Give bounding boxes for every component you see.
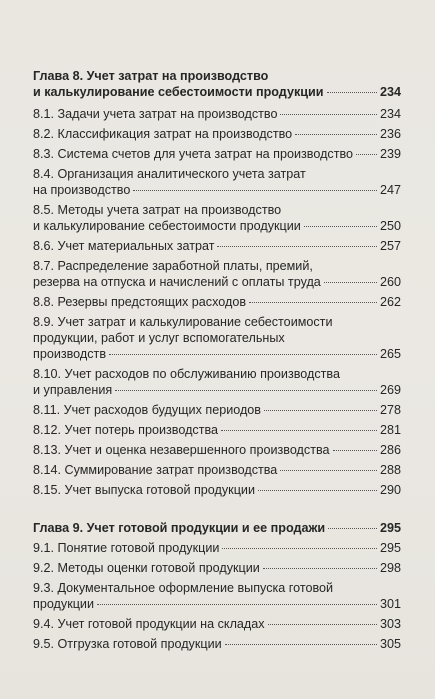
toc-entry	[33, 146, 401, 162]
dot-leader	[222, 548, 377, 549]
page-number: 250	[379, 219, 401, 233]
page-number: 269	[379, 383, 401, 397]
page-number: 295	[379, 521, 401, 535]
dot-leader	[327, 92, 377, 93]
toc-entry	[33, 314, 401, 362]
chapter-9-sections	[33, 540, 401, 652]
page-number: 295	[379, 541, 401, 555]
dot-leader	[249, 302, 377, 303]
toc-entry	[33, 258, 401, 290]
page-number: 303	[379, 617, 401, 631]
page-number: 234	[379, 107, 401, 121]
entry-title: 8.10. Учет расходов по обслуживанию производства	[33, 367, 340, 381]
toc-entry	[33, 560, 401, 576]
page-number: 265	[379, 347, 401, 361]
dot-leader	[268, 624, 377, 625]
page-number: 305	[379, 637, 401, 651]
chapter-8-heading	[33, 68, 401, 100]
dot-leader	[221, 430, 377, 431]
table-of-contents	[33, 68, 401, 652]
entry-title: на производство	[33, 183, 131, 197]
entry-title: 8.9. Учет затрат и калькулирование себестоимости	[33, 315, 333, 329]
entry-title: и калькулирование себестоимости продукции	[33, 219, 301, 233]
dot-leader	[324, 282, 377, 283]
page-number: 298	[379, 561, 401, 575]
dot-leader	[263, 568, 377, 569]
chapter-title: и калькулирование себестоимости продукции	[33, 85, 324, 99]
dot-leader	[328, 528, 377, 529]
page-number: 257	[379, 239, 401, 253]
entry-title: 9.5. Отгрузка готовой продукции	[33, 637, 222, 651]
toc-entry	[33, 294, 401, 310]
toc-entry	[33, 366, 401, 398]
dot-leader	[97, 604, 377, 605]
entry-title: и управления	[33, 383, 113, 397]
page-number: 260	[379, 275, 401, 289]
dot-leader	[304, 226, 377, 227]
entry-title: 9.4. Учет готовой продукции на складах	[33, 617, 265, 631]
toc-entry	[33, 202, 401, 234]
toc-entry	[33, 166, 401, 198]
page-number: 234	[379, 85, 401, 99]
entry-title: 9.1. Понятие готовой продукции	[33, 541, 220, 555]
entry-title: продукции	[33, 597, 94, 611]
toc-entry	[33, 402, 401, 418]
toc-entry	[33, 540, 401, 556]
page-number: 301	[379, 597, 401, 611]
dot-leader	[280, 114, 377, 115]
toc-entry	[33, 126, 401, 142]
dot-leader	[217, 246, 377, 247]
toc-entry	[33, 442, 401, 458]
entry-title: производств	[33, 347, 107, 361]
dot-leader	[333, 450, 377, 451]
entry-title: 8.12. Учет потерь производства	[33, 423, 219, 437]
page-number: 239	[379, 147, 401, 161]
toc-entry	[33, 636, 401, 652]
entry-title: 8.15. Учет выпуска готовой продукции	[33, 483, 255, 497]
entry-title: 8.4. Организация аналитического учета затрат	[33, 167, 306, 181]
dot-leader	[115, 390, 377, 391]
entry-title: 8.2. Классификация затрат на производство	[33, 127, 293, 141]
dot-leader	[109, 354, 377, 355]
page-number: 281	[379, 423, 401, 437]
dot-leader	[356, 154, 377, 155]
entry-title: 8.11. Учет расходов будущих периодов	[33, 403, 262, 417]
chapter-9-heading	[33, 520, 401, 536]
entry-title: 8.7. Распределение заработной платы, премий,	[33, 259, 313, 273]
toc-entry	[33, 462, 401, 478]
entry-title: 8.6. Учет материальных затрат	[33, 239, 215, 253]
dot-leader	[258, 490, 377, 491]
entry-title: 8.8. Резервы предстоящих расходов	[33, 295, 247, 309]
dot-leader	[280, 470, 377, 471]
entry-title: резерва на отпуска и начислений с оплаты труда	[33, 275, 321, 289]
dot-leader	[295, 134, 377, 135]
toc-entry	[33, 106, 401, 122]
page-number: 288	[379, 463, 401, 477]
toc-entry	[33, 482, 401, 498]
entry-title: 8.13. Учет и оценка незавершенного производства	[33, 443, 330, 457]
chapter-title: Глава 8. Учет затрат на производство	[33, 69, 269, 83]
entry-title: 8.3. Система счетов для учета затрат на производство	[33, 147, 354, 161]
page-number: 247	[379, 183, 401, 197]
page-number: 290	[379, 483, 401, 497]
entry-title: 9.3. Документальное оформление выпуска готовой	[33, 581, 334, 595]
dot-leader	[225, 644, 377, 645]
entry-title: 8.5. Методы учета затрат на производство	[33, 203, 282, 217]
page-number: 262	[379, 295, 401, 309]
entry-title: продукции, работ и услуг вспомогательных	[33, 331, 285, 345]
toc-entry	[33, 616, 401, 632]
page-number: 278	[379, 403, 401, 417]
toc-entry	[33, 580, 401, 612]
chapter-8-sections	[33, 106, 401, 498]
entry-title: 8.1. Задачи учета затрат на производство	[33, 107, 278, 121]
dot-leader	[133, 190, 377, 191]
toc-entry	[33, 422, 401, 438]
page-number: 236	[379, 127, 401, 141]
toc-entry	[33, 238, 401, 254]
entry-title: 8.14. Суммирование затрат производства	[33, 463, 278, 477]
entry-title: 9.2. Методы оценки готовой продукции	[33, 561, 260, 575]
dot-leader	[264, 410, 377, 411]
chapter-title: Глава 9. Учет готовой продукции и ее продажи	[33, 521, 326, 535]
page-number: 286	[379, 443, 401, 457]
